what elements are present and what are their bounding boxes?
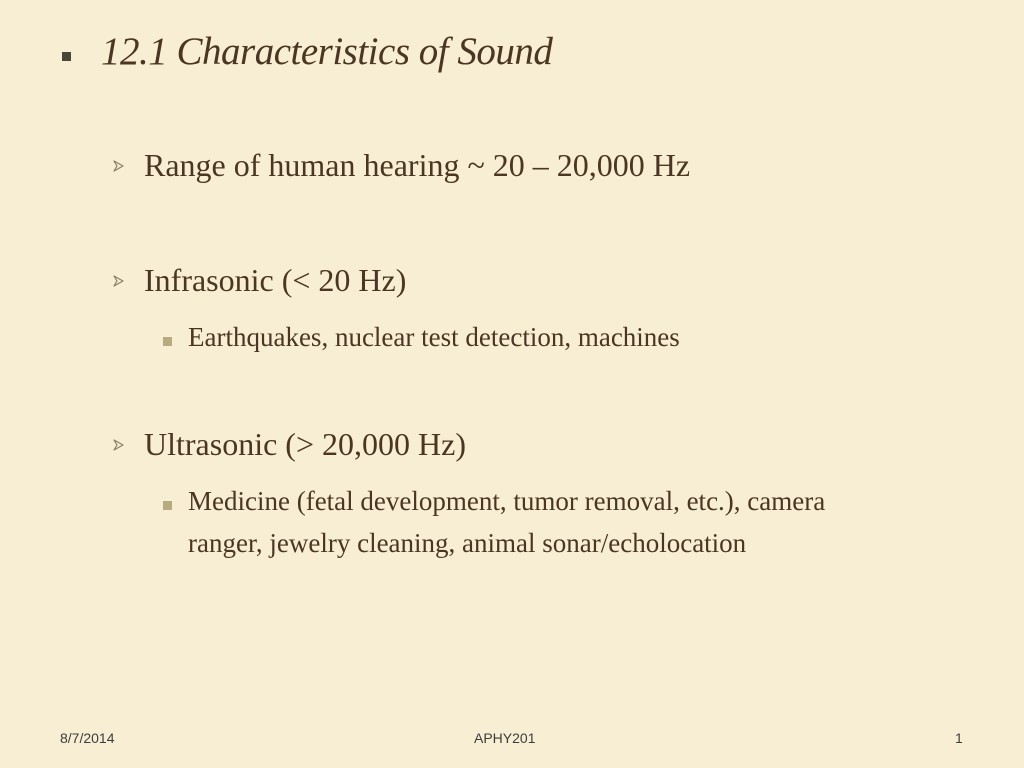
- bullet-infrasonic: [113, 262, 406, 299]
- arrowhead-bullet-icon: [113, 438, 125, 452]
- bullet-text: Infrasonic (< 20 Hz): [144, 262, 407, 298]
- arrowhead-bullet-icon: [113, 159, 125, 173]
- slide-title: 12.1 Characteristics of Sound: [101, 29, 553, 73]
- sub-bullet-infrasonic-uses: [163, 322, 878, 358]
- square-bullet-icon: [62, 52, 71, 61]
- arrowhead-bullet-icon: [113, 274, 125, 288]
- sub-bullet-text: Earthquakes, nuclear test detection, machines: [188, 322, 680, 352]
- bullet-text: Ultrasonic (> 20,000 Hz): [144, 426, 466, 462]
- square-bullet-icon: [163, 501, 172, 510]
- footer-page-number: 1: [955, 730, 963, 746]
- bullet-text: Range of human hearing ~ 20 – 20,000 Hz: [144, 147, 691, 183]
- bullet-ultrasonic: [113, 426, 466, 463]
- footer-date: 8/7/2014: [60, 730, 115, 746]
- square-bullet-icon: [163, 337, 172, 346]
- footer-course: APHY201: [474, 730, 536, 746]
- bullet-hearing-range: [113, 147, 690, 184]
- sub-bullet-text: Medicine (fetal development, tumor removal, etc.), camera ranger, jewelry cleaning, animal sonar/echolocation: [188, 486, 826, 558]
- sub-bullet-ultrasonic-uses: [163, 486, 878, 564]
- slide-title-row: [62, 28, 552, 74]
